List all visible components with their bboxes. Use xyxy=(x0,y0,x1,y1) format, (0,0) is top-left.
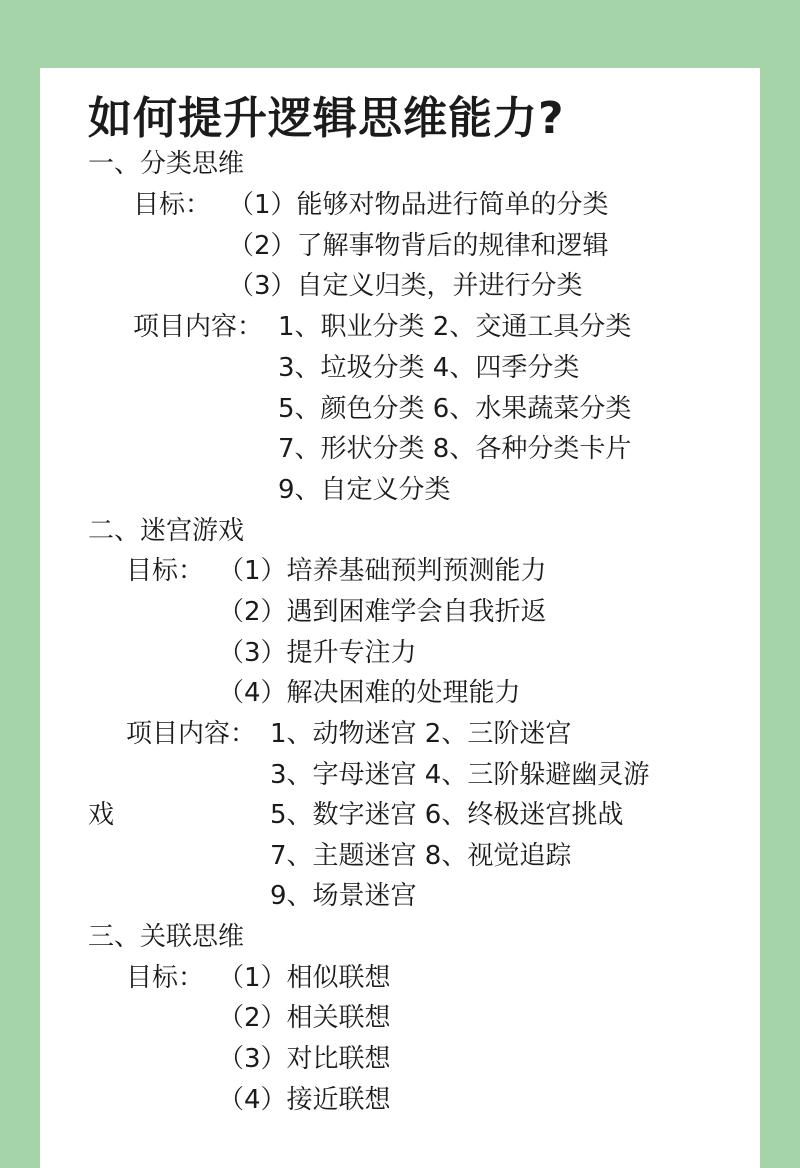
content-item: 5、颜色分类 6、水果蔬菜分类 xyxy=(278,394,632,424)
content-item: 5、数字迷宫 6、终极迷宫挑战 xyxy=(270,800,624,830)
content-item: 3、垃圾分类 4、四季分类 xyxy=(278,353,580,383)
goal-item: （3）提升专注力 xyxy=(218,638,417,668)
page-title: 如何提升逻辑思维能力? xyxy=(88,93,565,144)
goal-item: （1）相似联想 xyxy=(218,963,391,993)
content-item: 7、主题迷宫 8、视觉追踪 xyxy=(270,841,572,871)
goal-label: 目标： xyxy=(133,190,212,220)
section-heading-classification: 一、分类思维 xyxy=(88,149,245,179)
goal-item: （2）相关联想 xyxy=(218,1003,391,1033)
content-item: 9、自定义分类 xyxy=(278,475,451,505)
content-label: 项目内容： xyxy=(126,719,257,749)
goal-item: （2）了解事物背后的规律和逻辑 xyxy=(228,231,609,261)
goal-item: （2）遇到困难学会自我折返 xyxy=(218,597,547,627)
goal-item: （1）能够对物品进行简单的分类 xyxy=(228,190,609,220)
content-item: 9、场景迷宫 xyxy=(270,881,417,911)
goal-item: （3）对比联想 xyxy=(218,1044,391,1074)
goal-label: 目标： xyxy=(126,963,205,993)
goal-item: （1）培养基础预判预测能力 xyxy=(218,556,547,586)
content-item: 1、职业分类 2、交通工具分类 xyxy=(278,312,632,342)
content-label: 项目内容： xyxy=(133,312,264,342)
goal-label: 目标： xyxy=(126,556,205,586)
content-item: 1、动物迷宫 2、三阶迷宫 xyxy=(270,719,572,749)
content-item: 7、形状分类 8、各种分类卡片 xyxy=(278,434,632,464)
goal-item: （4）解决困难的处理能力 xyxy=(218,678,521,708)
goal-item: （4）接近联想 xyxy=(218,1085,391,1115)
section-heading-maze: 二、迷宫游戏 xyxy=(88,516,245,546)
section-heading-association: 三、关联思维 xyxy=(88,922,245,952)
wrapped-text: 戏 xyxy=(88,800,115,830)
content-item: 3、字母迷宫 4、三阶躲避幽灵游 xyxy=(270,760,650,790)
goal-item: （3）自定义归类，并进行分类 xyxy=(228,271,583,301)
